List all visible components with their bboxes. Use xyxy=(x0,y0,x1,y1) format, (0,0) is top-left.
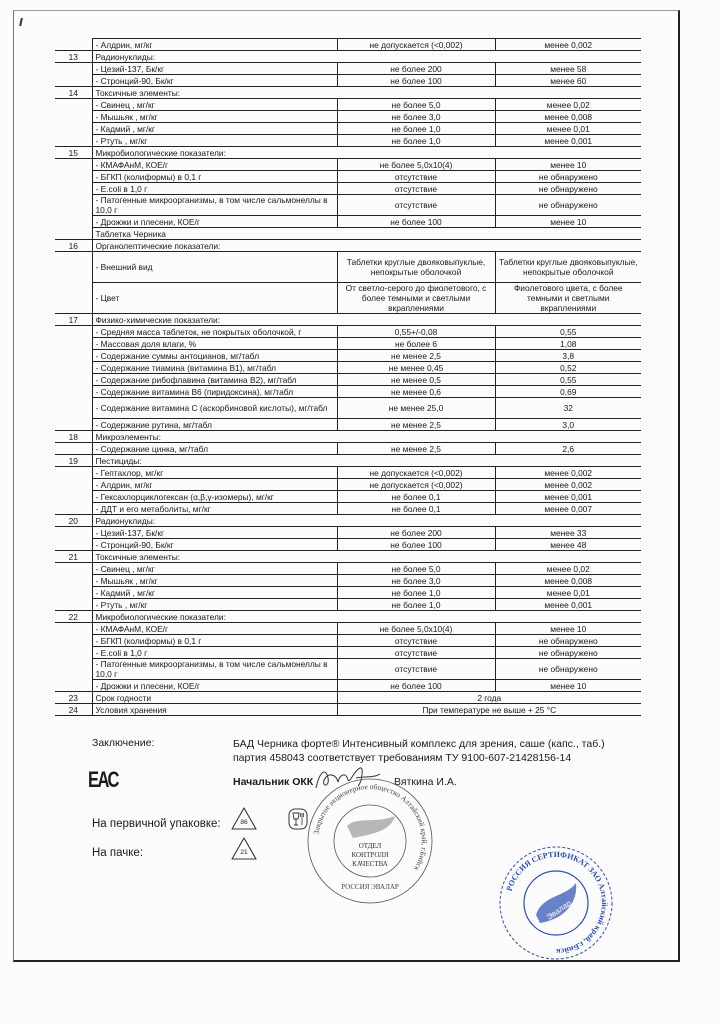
parameter-name: - Кадмий , мг/кг xyxy=(92,587,337,599)
norm-value: не менее 2,5 xyxy=(337,350,495,362)
row-number xyxy=(55,111,92,123)
norm-value: не более 200 xyxy=(337,63,495,75)
section-title: Таблетка Черника xyxy=(92,228,641,240)
row-number xyxy=(55,228,92,240)
norm-value: не более 5,0x10(4) xyxy=(337,159,495,171)
table-row xyxy=(55,63,641,75)
table-row xyxy=(55,659,641,680)
parameter-name: - Средняя масса таблеток, не покрытых оболочкой, г xyxy=(92,326,337,338)
table-row xyxy=(55,704,641,716)
result-value: менее 0,001 xyxy=(495,135,641,147)
table-row xyxy=(55,171,641,183)
result-value: не обнаружено xyxy=(495,195,641,216)
norm-value: не более 5,0x10(4) xyxy=(337,623,495,635)
norm-value: не более 3,0 xyxy=(337,575,495,587)
table-row xyxy=(55,75,641,87)
parameter-name: - Ртуть , мг/кг xyxy=(92,599,337,611)
section-title: Микробиологические показатели: xyxy=(92,611,641,623)
parameter-name: Срок годности xyxy=(92,692,337,704)
row-number xyxy=(55,491,92,503)
result-value: 0,69 xyxy=(495,386,641,398)
row-number: 17 xyxy=(55,314,92,326)
section-title: Микробиологические показатели: xyxy=(92,147,641,159)
norm-value: не допускается (<0,002) xyxy=(337,39,495,51)
parameter-name: - E.coli в 1,0 г xyxy=(92,647,337,659)
conclusion-label: Заключение: xyxy=(92,737,155,749)
norm-value: не более 1,0 xyxy=(337,599,495,611)
result-value: менее 48 xyxy=(495,539,641,551)
parameter-name: - Ртуть , мг/кг xyxy=(92,135,337,147)
table-section-row xyxy=(55,147,641,159)
result-value: менее 0,02 xyxy=(495,563,641,575)
parameter-name: - Алдрин, мг/кг xyxy=(92,479,337,491)
norm-value: отсутствие xyxy=(337,183,495,195)
row-number xyxy=(55,419,92,431)
quality-control-stamp xyxy=(305,776,435,906)
row-number: 15 xyxy=(55,147,92,159)
conclusion-text xyxy=(233,737,673,765)
row-number: 24 xyxy=(55,704,92,716)
row-number xyxy=(55,159,92,171)
parameter-name: - БГКП (колиформы) в 0,1 г xyxy=(92,171,337,183)
row-number: 21 xyxy=(55,551,92,563)
norm-value: не более 100 xyxy=(337,539,495,551)
result-value: менее 10 xyxy=(495,216,641,228)
section-title: Радионуклиды: xyxy=(92,51,641,63)
row-number xyxy=(55,575,92,587)
parameter-name: - Цвет xyxy=(92,283,337,314)
result-value: 0,55 xyxy=(495,374,641,386)
svg-text:86: 86 xyxy=(240,819,248,826)
row-number xyxy=(55,63,92,75)
row-number xyxy=(55,680,92,692)
row-number xyxy=(55,252,92,283)
result-value: менее 0,02 xyxy=(495,99,641,111)
result-value: менее 0,002 xyxy=(495,39,641,51)
row-number xyxy=(55,326,92,338)
norm-value: не более 6 xyxy=(337,338,495,350)
row-number xyxy=(55,39,92,51)
row-number: 16 xyxy=(55,240,92,252)
table-row xyxy=(55,111,641,123)
parameter-name: - Содержание рутина, мг/табл xyxy=(92,419,337,431)
parameter-name: - Патогенные микроорганизмы, в том числе сальмонеллы в 10,0 г xyxy=(92,195,337,216)
table-row xyxy=(55,216,641,228)
result-value: 3,0 xyxy=(495,419,641,431)
table-row xyxy=(55,39,641,51)
table-row xyxy=(55,419,641,431)
row-number xyxy=(55,195,92,216)
row-number xyxy=(55,362,92,374)
norm-value: не более 1,0 xyxy=(337,135,495,147)
result-value: Фиолетового цвета, с более темными и светлыми вкраплениями xyxy=(495,283,641,314)
row-number: 23 xyxy=(55,692,92,704)
row-number xyxy=(55,171,92,183)
svg-text:РОССИЯ СЕРТИФИКАТ ЗАО Алтайски: РОССИЯ СЕРТИФИКАТ ЗАО Алтайский край, г.Бийск xyxy=(504,849,610,957)
result-value: менее 10 xyxy=(495,623,641,635)
table-row xyxy=(55,283,641,314)
table-section-row xyxy=(55,228,641,240)
result-value: 0,55 xyxy=(495,326,641,338)
table-section-row xyxy=(55,611,641,623)
table-row xyxy=(55,647,641,659)
table-row xyxy=(55,338,641,350)
signoff-title: Начальник ОКК xyxy=(233,776,314,788)
parameter-name: - Содержание рибофлавина (витамина В2), мг/табл xyxy=(92,374,337,386)
parameter-name: - Цезий-137, Бк/кг xyxy=(92,527,337,539)
row-number xyxy=(55,599,92,611)
svg-text:Эвалар: Эвалар xyxy=(544,898,573,922)
result-value: менее 60 xyxy=(495,75,641,87)
conclusion-line-1: БАД Черника форте® Интенсивный комплекс для зрения, саше (капс., таб.) xyxy=(233,738,605,750)
table-row xyxy=(55,467,641,479)
parameter-name: - Стронций-90, Бк/кг xyxy=(92,539,337,551)
merged-value: При температуре не выше + 25 °С xyxy=(337,704,641,716)
parameter-name: - Свинец , мг/кг xyxy=(92,99,337,111)
table-row xyxy=(55,159,641,171)
norm-value: не более 200 xyxy=(337,527,495,539)
norm-value: От светло-серого до фиолетового, с более темными и светлыми вкраплениями xyxy=(337,283,495,314)
parameter-name: - ДДТ и его метаболиты, мг/кг xyxy=(92,503,337,515)
parameter-name: - Дрожжи и плесени, КОЕ/г xyxy=(92,680,337,692)
row-number xyxy=(55,135,92,147)
table-row xyxy=(55,539,641,551)
row-number xyxy=(55,587,92,599)
parameter-name: - Патогенные микроорганизмы, в том числе сальмонеллы в 10,0 г xyxy=(92,659,337,680)
row-number xyxy=(55,623,92,635)
result-value: Таблетки круглые двояковыпуклые, непокрытые оболочкой xyxy=(495,252,641,283)
section-title: Микроэлементы: xyxy=(92,431,641,443)
table-row xyxy=(55,252,641,283)
norm-value: не более 100 xyxy=(337,216,495,228)
parameter-name: - Гексахлорциклогексан (α,β,γ-изомеры), мг/кг xyxy=(92,491,337,503)
table-row xyxy=(55,587,641,599)
row-number xyxy=(55,563,92,575)
table-section-row xyxy=(55,314,641,326)
norm-value: не более 100 xyxy=(337,680,495,692)
parameter-name: - Массовая доля влаги, % xyxy=(92,338,337,350)
table-row xyxy=(55,195,641,216)
result-value: 1,08 xyxy=(495,338,641,350)
result-value: 2,6 xyxy=(495,443,641,455)
recycle-icon-box xyxy=(230,836,258,862)
certificate-stamp xyxy=(496,843,616,963)
row-number xyxy=(55,647,92,659)
table-row xyxy=(55,503,641,515)
table-row xyxy=(55,491,641,503)
table-row xyxy=(55,479,641,491)
table-section-row xyxy=(55,431,641,443)
row-number: 13 xyxy=(55,51,92,63)
norm-value: отсутствие xyxy=(337,647,495,659)
result-value: менее 0,01 xyxy=(495,587,641,599)
result-value: менее 33 xyxy=(495,527,641,539)
table-row xyxy=(55,443,641,455)
result-value: менее 0,008 xyxy=(495,111,641,123)
section-title: Пестициды: xyxy=(92,455,641,467)
parameter-name: - Стронций-90, Бк/кг xyxy=(92,75,337,87)
norm-value: не менее 2,5 xyxy=(337,419,495,431)
parameter-name: - Содержание тиамина (витамина В1), мг/табл xyxy=(92,362,337,374)
row-number xyxy=(55,527,92,539)
svg-text:КАЧЕСТВА: КАЧЕСТВА xyxy=(352,860,388,868)
row-number xyxy=(55,659,92,680)
norm-value: 0,55+/-0,08 xyxy=(337,326,495,338)
row-number xyxy=(55,443,92,455)
result-value: не обнаружено xyxy=(495,183,641,195)
norm-value: не более 5,0 xyxy=(337,99,495,111)
row-number xyxy=(55,75,92,87)
result-value: не обнаружено xyxy=(495,635,641,647)
norm-value: не менее 0,6 xyxy=(337,386,495,398)
section-title: Токсичные элементы: xyxy=(92,551,641,563)
svg-text:Закрытое акционерное общество: Закрытое акционерное общество Алтайский край, г.Бийск xyxy=(311,781,430,873)
table-row xyxy=(55,183,641,195)
parameter-name: - Цезий-137, Бк/кг xyxy=(92,63,337,75)
table-row xyxy=(55,680,641,692)
section-title: Физико-химические показатели: xyxy=(92,314,641,326)
norm-value: не допускается (<0,002) xyxy=(337,479,495,491)
table-row xyxy=(55,135,641,147)
parameter-name: - Содержание суммы антоцианов, мг/табл xyxy=(92,350,337,362)
parameter-name: - Свинец , мг/кг xyxy=(92,563,337,575)
row-number xyxy=(55,503,92,515)
norm-value: не более 1,0 xyxy=(337,587,495,599)
norm-value: отсутствие xyxy=(337,635,495,647)
result-value: менее 0,001 xyxy=(495,491,641,503)
norm-value: не более 3,0 xyxy=(337,111,495,123)
section-title: Органолептические показатели: xyxy=(92,240,641,252)
row-number xyxy=(55,283,92,314)
row-number xyxy=(55,123,92,135)
result-value: менее 10 xyxy=(495,680,641,692)
parameter-name: - Содержание цинка, мг/табл xyxy=(92,443,337,455)
table-row xyxy=(55,99,641,111)
table-section-row xyxy=(55,551,641,563)
row-number xyxy=(55,99,92,111)
recycle-icon-primary xyxy=(230,806,258,832)
parameter-name: - КМАФАнМ, КОЕ/г xyxy=(92,623,337,635)
parameter-name: Условия хранения xyxy=(92,704,337,716)
table-section-row xyxy=(55,240,641,252)
row-number xyxy=(55,374,92,386)
parameter-name: - Содержание витамина В6 (пиридоксина), мг/табл xyxy=(92,386,337,398)
parameter-name: - КМАФАнМ, КОЕ/г xyxy=(92,159,337,171)
norm-value: не менее 25,0 xyxy=(337,398,495,419)
parameter-name: - БГКП (колиформы) в 0,1 г xyxy=(92,635,337,647)
table-row xyxy=(55,326,641,338)
table-row xyxy=(55,527,641,539)
signoff-name: Вяткина И.А. xyxy=(394,776,457,788)
row-number: 22 xyxy=(55,611,92,623)
norm-value: не менее 0,45 xyxy=(337,362,495,374)
norm-value: не допускается (<0,002) xyxy=(337,467,495,479)
result-value: менее 0,008 xyxy=(495,575,641,587)
table-row xyxy=(55,386,641,398)
row-number: 19 xyxy=(55,455,92,467)
parameter-name: - Гептахлор, мг/кг xyxy=(92,467,337,479)
table-row xyxy=(55,599,641,611)
svg-text:КОНТРОЛЯ: КОНТРОЛЯ xyxy=(351,851,389,859)
norm-value: не менее 2,5 xyxy=(337,443,495,455)
norm-value: отсутствие xyxy=(337,195,495,216)
specification-table xyxy=(55,38,641,716)
table-section-row xyxy=(55,51,641,63)
result-value: менее 0,01 xyxy=(495,123,641,135)
row-number xyxy=(55,398,92,419)
result-value: менее 10 xyxy=(495,159,641,171)
table-row xyxy=(55,635,641,647)
primary-packaging-label: На первичной упаковке: xyxy=(92,818,221,830)
table-row xyxy=(55,350,641,362)
table-row xyxy=(55,563,641,575)
row-number xyxy=(55,479,92,491)
table-row xyxy=(55,692,641,704)
table-section-row xyxy=(55,87,641,99)
norm-value: не менее 0,5 xyxy=(337,374,495,386)
norm-value: не более 0,1 xyxy=(337,491,495,503)
row-number xyxy=(55,635,92,647)
parameter-name: - Внешний вид xyxy=(92,252,337,283)
svg-text:ОТДЕЛ: ОТДЕЛ xyxy=(358,842,382,850)
row-number xyxy=(55,386,92,398)
result-value: не обнаружено xyxy=(495,171,641,183)
row-number: 20 xyxy=(55,515,92,527)
result-value: менее 0,002 xyxy=(495,467,641,479)
norm-value: не более 0,1 xyxy=(337,503,495,515)
result-value: 3,8 xyxy=(495,350,641,362)
table-row xyxy=(55,362,641,374)
result-value: не обнаружено xyxy=(495,659,641,680)
row-number xyxy=(55,350,92,362)
section-title: Токсичные элементы: xyxy=(92,87,641,99)
conclusion-line-2: партия 458043 соответствует требованиям ТУ 9100-607-21428156-14 xyxy=(233,752,572,764)
result-value: не обнаружено xyxy=(495,647,641,659)
svg-text:РОССИЯ ЭВАЛАР: РОССИЯ ЭВАЛАР xyxy=(341,883,399,891)
parameter-name: - Дрожжи и плесени, КОЕ/г xyxy=(92,216,337,228)
result-value: 0,52 xyxy=(495,362,641,374)
norm-value: отсутствие xyxy=(337,171,495,183)
norm-value: не более 1,0 xyxy=(337,123,495,135)
norm-value: не более 5,0 xyxy=(337,563,495,575)
eac-mark-icon: ЕАС xyxy=(88,767,118,792)
box-packaging-label: На пачке: xyxy=(92,847,144,859)
result-value: менее 0,001 xyxy=(495,599,641,611)
parameter-name: - Кадмий , мг/кг xyxy=(92,123,337,135)
merged-value: 2 года xyxy=(337,692,641,704)
row-number xyxy=(55,539,92,551)
row-number xyxy=(55,216,92,228)
norm-value: не более 100 xyxy=(337,75,495,87)
result-value: менее 0,002 xyxy=(495,479,641,491)
row-number xyxy=(55,183,92,195)
row-number: 14 xyxy=(55,87,92,99)
parameter-name: - Мышьяк , мг/кг xyxy=(92,575,337,587)
table-row xyxy=(55,398,641,419)
parameter-name: - Алдрин, мг/кг xyxy=(92,39,337,51)
parameter-name: - Содержание витамина С (аскорбиновой кислоты), мг/табл xyxy=(92,398,337,419)
result-value: 32 xyxy=(495,398,641,419)
row-number xyxy=(55,467,92,479)
row-number: 18 xyxy=(55,431,92,443)
result-value: менее 0,007 xyxy=(495,503,641,515)
table-row xyxy=(55,123,641,135)
table-section-row xyxy=(55,455,641,467)
row-number xyxy=(55,338,92,350)
svg-text:21: 21 xyxy=(240,849,248,856)
table-row xyxy=(55,623,641,635)
norm-value: Таблетки круглые двояковыпуклые, непокрытые оболочкой xyxy=(337,252,495,283)
norm-value: отсутствие xyxy=(337,659,495,680)
result-value: менее 58 xyxy=(495,63,641,75)
table-row xyxy=(55,575,641,587)
table-row xyxy=(55,374,641,386)
parameter-name: - Мышьяк , мг/кг xyxy=(92,111,337,123)
table-section-row xyxy=(55,515,641,527)
parameter-name: - E.coli в 1,0 г xyxy=(92,183,337,195)
section-title: Радионуклиды: xyxy=(92,515,641,527)
